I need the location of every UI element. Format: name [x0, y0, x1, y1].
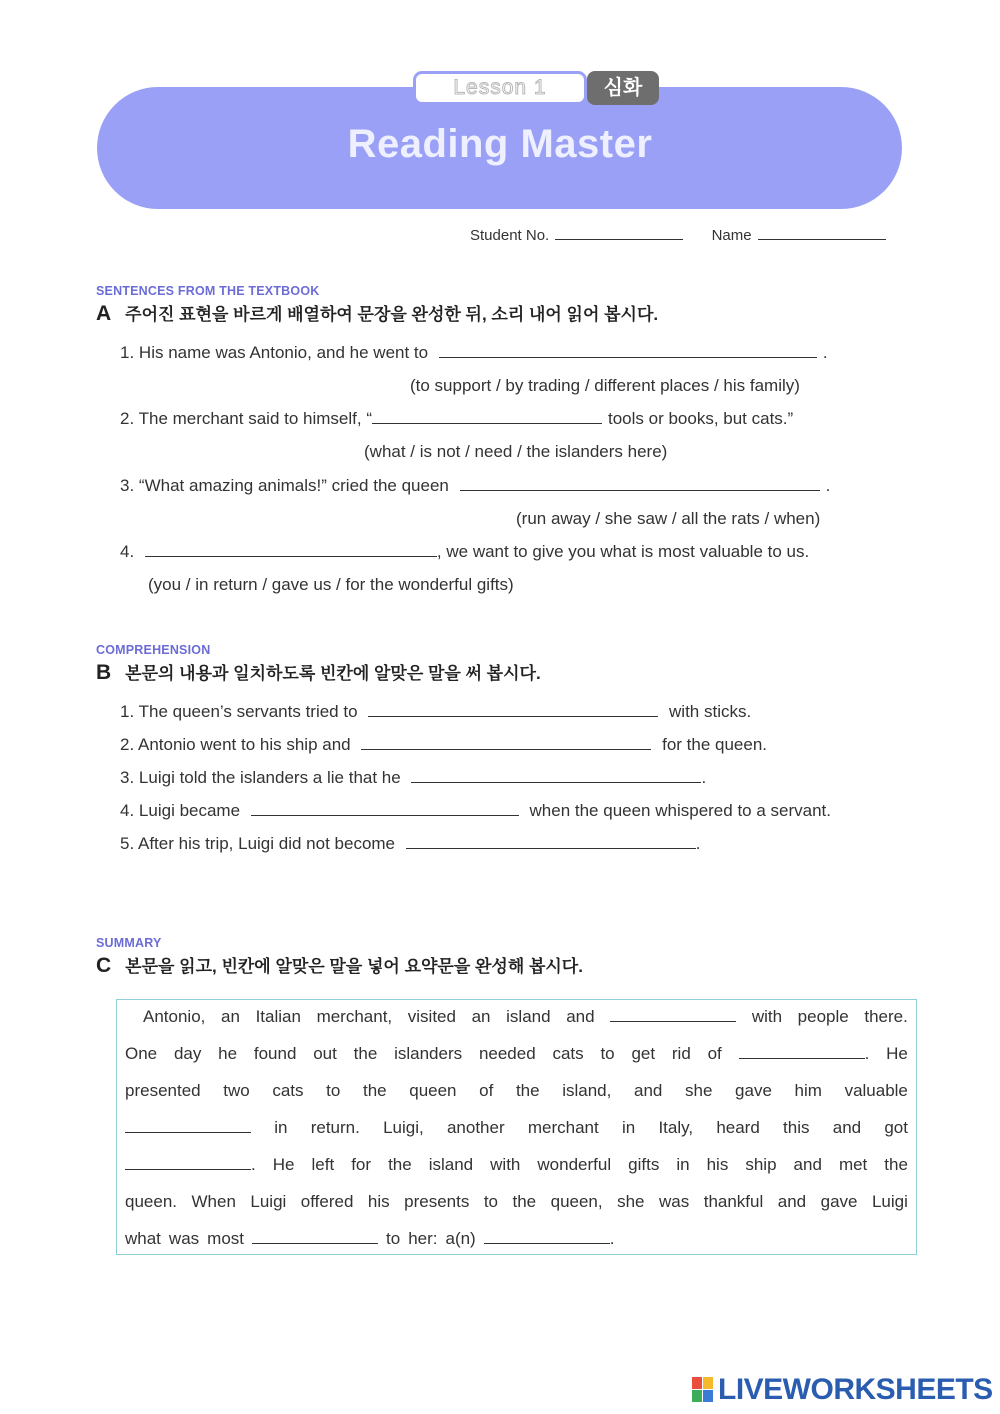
summary-word: another [446, 1118, 505, 1137]
logo-text: LIVEWORKSHEETS [718, 1373, 993, 1406]
word-hint: (to support / by trading / different places / his family) [410, 376, 800, 395]
summary-word: queen. [125, 1192, 177, 1211]
summary-word: to [600, 1044, 615, 1063]
summary-word: Luigi [250, 1192, 287, 1211]
summary-line [125, 1081, 908, 1101]
summary-word: presents [404, 1192, 470, 1211]
section-a-heading [96, 300, 658, 326]
item-text: . [822, 343, 828, 362]
item-text: . [825, 476, 831, 495]
summary-word: with [490, 1155, 521, 1174]
section-b-heading [96, 659, 541, 685]
summary-word: gave [820, 1192, 858, 1211]
section-a-letter: A [96, 302, 112, 325]
word-hint: (you / in return / gave us / for the wonderful gifts) [148, 575, 514, 594]
student-no-field[interactable] [555, 226, 683, 240]
answer-blank[interactable] [484, 1229, 610, 1244]
item-number: 2. [120, 409, 135, 428]
summary-word: left [311, 1155, 335, 1174]
summary-word: the [353, 1044, 378, 1063]
section-c-label: SUMMARY [96, 936, 162, 950]
summary-word: him [794, 1081, 822, 1100]
item-text: Antonio went to his ship and [137, 735, 351, 754]
summary-word: Antonio, [143, 1007, 206, 1026]
section-b-label: COMPREHENSION [96, 643, 211, 657]
item-text: tools or books, but cats.” [607, 409, 794, 428]
summary-word: rid [671, 1044, 691, 1063]
item-text: . [695, 834, 701, 853]
summary-word: the [512, 1192, 537, 1211]
summary-word: to [386, 1229, 401, 1248]
summary-word: she [684, 1081, 713, 1100]
summary-word: heard [716, 1118, 760, 1137]
summary-word: he [218, 1044, 238, 1063]
list-item [120, 476, 830, 496]
summary-word: for [351, 1155, 372, 1174]
summary-word: she [617, 1192, 645, 1211]
summary-word: He [272, 1155, 295, 1174]
summary-word: his [367, 1192, 390, 1211]
summary-word: most [207, 1229, 244, 1248]
word-hint: (run away / she saw / all the rats / when) [516, 509, 821, 528]
summary-word: her: [408, 1229, 438, 1248]
answer-blank[interactable] [125, 1155, 251, 1170]
list-item [120, 834, 700, 854]
item-number: 4. [120, 801, 135, 820]
summary-word: Luigi [871, 1192, 908, 1211]
item-text: when the queen whispered to a servant. [529, 801, 831, 820]
summary-word: in [676, 1155, 690, 1174]
summary-word: there. [864, 1007, 908, 1026]
answer-blank[interactable] [145, 542, 437, 557]
summary-word: offered [300, 1192, 354, 1211]
item-number: 5. [120, 834, 135, 853]
summary-word: people [797, 1007, 849, 1026]
item-text: The queen’s servants tried to [138, 702, 358, 721]
summary-word: the [388, 1155, 412, 1174]
item-number: 1. [120, 343, 135, 362]
summary-word: thankful [703, 1192, 764, 1211]
summary-word: the [515, 1081, 540, 1100]
item-number: 3. [120, 768, 135, 787]
summary-word: queen, [550, 1192, 603, 1211]
summary-word: merchant [527, 1118, 599, 1137]
page-title: Reading Master [347, 122, 653, 166]
answer-blank[interactable] [372, 409, 602, 424]
section-c-heading [96, 952, 583, 978]
item-text: After his trip, Luigi did not become [137, 834, 396, 853]
summary-word: wonderful [537, 1155, 612, 1174]
summary-word: cats [272, 1081, 304, 1100]
list-item [120, 768, 706, 788]
item-text: “What amazing animals!” cried the queen [138, 476, 449, 495]
summary-word: merchant, [316, 1007, 393, 1026]
answer-blank[interactable] [739, 1044, 865, 1059]
summary-word: found [253, 1044, 297, 1063]
summary-word: and [793, 1155, 822, 1174]
summary-word: was [659, 1192, 690, 1211]
item-text: . [701, 768, 707, 787]
answer-blank[interactable] [252, 1229, 378, 1244]
item-text: , we want to give you what is most valuable to us. [436, 542, 810, 561]
section-c-letter: C [96, 954, 112, 977]
summary-word: island, [562, 1081, 612, 1100]
student-info-row [470, 226, 886, 244]
item-number: 3. [120, 476, 135, 495]
answer-blank[interactable] [406, 834, 696, 849]
summary-word: gifts [628, 1155, 660, 1174]
answer-blank[interactable] [368, 702, 658, 717]
summary-line [125, 1229, 908, 1249]
item-text: Luigi told the islanders a lie that he [138, 768, 401, 787]
item-text: His name was Antonio, and he went to [138, 343, 429, 362]
summary-word: islanders [394, 1044, 463, 1063]
summary-word: what [125, 1229, 161, 1248]
summary-line [125, 1044, 908, 1064]
summary-word: an [471, 1007, 491, 1026]
summary-word: ship [745, 1155, 777, 1174]
item-text: The merchant said to himself, “ [138, 409, 372, 428]
summary-word: and [777, 1192, 807, 1211]
list-item [120, 702, 751, 722]
summary-word: an [221, 1007, 240, 1026]
summary-word: a(n) [445, 1229, 476, 1248]
summary-word: . [125, 1155, 256, 1175]
summary-word: of [479, 1081, 494, 1100]
item-text: for the queen. [662, 735, 768, 754]
student-no-label: Student No. [470, 227, 550, 244]
section-a-instruction: 주어진 표현을 바르게 배열하여 문장을 완성한 뒤, 소리 내어 읽어 봅시다. [125, 305, 659, 324]
summary-word: Italian [255, 1007, 301, 1026]
word-hint: (what / is not / need / the islanders here) [364, 442, 668, 461]
summary-word: of [707, 1044, 722, 1063]
summary-word: island [428, 1155, 474, 1174]
summary-word: this [783, 1118, 810, 1137]
summary-word: When [191, 1192, 236, 1211]
item-number: 4. [120, 542, 135, 561]
list-item [120, 735, 767, 755]
name-label: Name [711, 227, 752, 244]
item-text: Luigi became [138, 801, 241, 820]
summary-word: his [706, 1155, 729, 1174]
summary-line [125, 1118, 908, 1138]
summary-word: the [884, 1155, 908, 1174]
summary-word: Luigi, [383, 1118, 424, 1137]
summary-word: two [223, 1081, 250, 1100]
summary-word: presented [125, 1081, 201, 1100]
summary-word: got [884, 1118, 908, 1137]
list-item [120, 542, 809, 562]
summary-word: queen [409, 1081, 457, 1100]
list-item [120, 801, 831, 821]
summary-line [125, 1155, 908, 1175]
summary-word: needed [478, 1044, 536, 1063]
answer-blank[interactable] [125, 1118, 251, 1133]
item-number: 1. [120, 702, 135, 721]
item-text: with sticks. [669, 702, 752, 721]
item-number: 2. [120, 735, 135, 754]
summary-word: in [621, 1118, 636, 1137]
summary-word: island [506, 1007, 551, 1026]
logo-icon [692, 1377, 714, 1403]
summary-line [143, 1007, 908, 1027]
list-item [120, 343, 828, 363]
summary-word: One [125, 1044, 158, 1063]
summary-word: met [838, 1155, 868, 1174]
section-c-instruction: 본문을 읽고, 빈칸에 알맞은 말을 넣어 요약문을 완성해 봅시다. [125, 957, 583, 976]
section-b-letter: B [96, 661, 112, 684]
summary-word: . [739, 1044, 870, 1064]
summary-word: to [483, 1192, 498, 1211]
summary-word: in [274, 1118, 288, 1137]
answer-blank[interactable] [361, 735, 651, 750]
section-a-label: SENTENCES FROM THE TEXTBOOK [96, 284, 320, 298]
list-item [120, 409, 793, 429]
lesson-tab: Lesson 1 [413, 71, 587, 105]
summary-word: to [326, 1081, 341, 1100]
summary-word: gave [735, 1081, 772, 1100]
summary-line [125, 1192, 908, 1212]
summary-word: return. [310, 1118, 360, 1137]
summary-word: He [886, 1044, 908, 1063]
summary-word: was [168, 1229, 200, 1248]
summary-word: . [484, 1229, 615, 1249]
summary-word: and [566, 1007, 595, 1026]
summary-word: out [313, 1044, 337, 1063]
answer-blank[interactable] [610, 1007, 736, 1022]
summary-word: valuable [844, 1081, 908, 1100]
answer-blank[interactable] [411, 768, 701, 783]
summary-word: the [362, 1081, 387, 1100]
name-field[interactable] [758, 226, 886, 240]
answer-blank[interactable] [251, 801, 519, 816]
level-badge: 심화 [587, 71, 659, 105]
summary-word: Italy, [658, 1118, 694, 1137]
summary-word: visited [407, 1007, 456, 1026]
section-b-instruction: 본문의 내용과 일치하도록 빈칸에 알맞은 말을 써 봅시다. [125, 664, 541, 683]
summary-word: and [832, 1118, 862, 1137]
answer-blank[interactable] [460, 476, 820, 491]
summary-word: day [173, 1044, 202, 1063]
summary-word: with [751, 1007, 783, 1026]
summary-word: and [633, 1081, 663, 1100]
summary-word: cats [552, 1044, 584, 1063]
answer-blank[interactable] [439, 343, 817, 358]
summary-word: get [631, 1044, 656, 1063]
liveworksheets-logo [692, 1373, 993, 1407]
